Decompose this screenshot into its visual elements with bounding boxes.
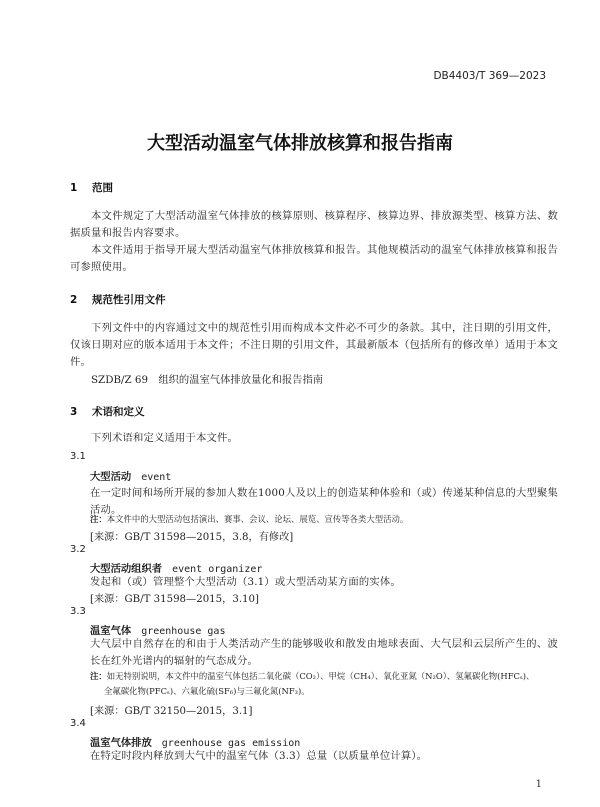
section-title: 规范性引用文件 xyxy=(92,294,166,306)
section-title: 术语和定义 xyxy=(92,406,145,418)
term-note xyxy=(90,512,558,527)
terms-intro: 下列术语和定义适用于本文件。 xyxy=(91,432,238,444)
section-title: 范围 xyxy=(92,182,113,194)
term-definition: 发起和（或）管理整个大型活动（3.1）或大型活动某方面的实体。 xyxy=(90,576,401,588)
term-english: greenhouse gas emission xyxy=(161,738,301,749)
term-heading xyxy=(90,622,578,637)
term-chinese: 温室气体排放 xyxy=(90,737,152,749)
term-source: [来源：GB/T 31598—2015，3.8，有修改] xyxy=(90,532,294,543)
term-chinese: 大型活动组织者 xyxy=(90,563,163,575)
term-note-continuation: 全氟碳化物(PFCₛ)、六氟化硫(SF₆)与三氟化氮(NF₃)。 xyxy=(104,686,310,696)
term-heading xyxy=(90,734,578,749)
section-number: 2 xyxy=(70,294,78,306)
term-english: greenhouse gas xyxy=(141,626,226,637)
term-note xyxy=(90,669,558,684)
note-text: 本文件中的大型活动包括演出、赛事、会议、论坛、展览、宣传等各类大型活动。 xyxy=(106,514,409,524)
term-definition: 在特定时段内释放到大气中的温室气体（3.3）总量（以质量单位计算）。 xyxy=(90,750,428,762)
term-number: 3.4 xyxy=(70,718,86,729)
term-heading xyxy=(90,560,578,575)
note-label: 注： xyxy=(90,671,107,681)
standard-number: DB4403/T 369—2023 xyxy=(433,70,546,82)
term-english: event xyxy=(141,472,172,483)
section-number: 1 xyxy=(70,182,78,194)
note-text: 如无特别说明，本文件中的温室气体包括二氧化碳（CO₂）、甲烷（CH₄）、氧化亚氮（N₂O）、氢氟碳化物(HFCₛ)、 xyxy=(106,671,535,681)
term-number: 3.2 xyxy=(70,544,86,555)
note-label: 注： xyxy=(90,514,107,524)
term-heading xyxy=(90,468,578,483)
scope-paragraph-2: 本文件适用于指导开展大型活动温室气体排放核算和报告。其他规模活动的温室气体排放核算和报告可参照使用。 xyxy=(70,244,558,273)
term-number: 3.3 xyxy=(70,606,86,617)
term-number: 3.1 xyxy=(70,451,86,462)
term-source: [来源：GB/T 31598—2015，3.10] xyxy=(90,594,259,605)
scope-paragraph-1: 本文件规定了大型活动温室气体排放的核算原则、核算程序、核算边界、排放源类型、核算方法、数据质量和报告内容要求。 xyxy=(70,210,558,239)
document-title: 大型活动温室气体排放核算和报告指南 xyxy=(147,133,453,154)
section-3-heading xyxy=(70,404,558,419)
term-chinese: 大型活动 xyxy=(90,471,132,483)
section-1-heading xyxy=(70,180,558,195)
normative-references-paragraph: 下列文件中的内容通过文中的规范性引用而构成本文件必不可少的条款。其中，注日期的引用文件，仅该日期对应的版本适用于本文件；不注日期的引用文件，其最新版本（包括所有的修改单）适用于本文件。 xyxy=(70,322,558,368)
reference-item: SZDB/Z 69 组织的温室气体排放量化和报告指南 xyxy=(91,374,324,386)
term-definition: 在一定时间和场所开展的参加人数在1000人及以上的创造某种体验和（或）传递某种信息的大型聚集活动。 xyxy=(90,487,558,516)
term-english: event organizer xyxy=(172,564,263,575)
term-chinese: 温室气体 xyxy=(90,625,132,637)
section-number: 3 xyxy=(70,406,78,418)
term-source: [来源：GB/T 32150—2015，3.1] xyxy=(90,706,253,717)
page-number: 1 xyxy=(535,779,542,790)
term-definition: 大气层中自然存在的和由于人类活动产生的能够吸收和散发由地球表面、大气层和云层所产生的、波长在红外光谱内的辐射的气态成分。 xyxy=(90,638,558,667)
section-2-heading xyxy=(70,292,558,307)
